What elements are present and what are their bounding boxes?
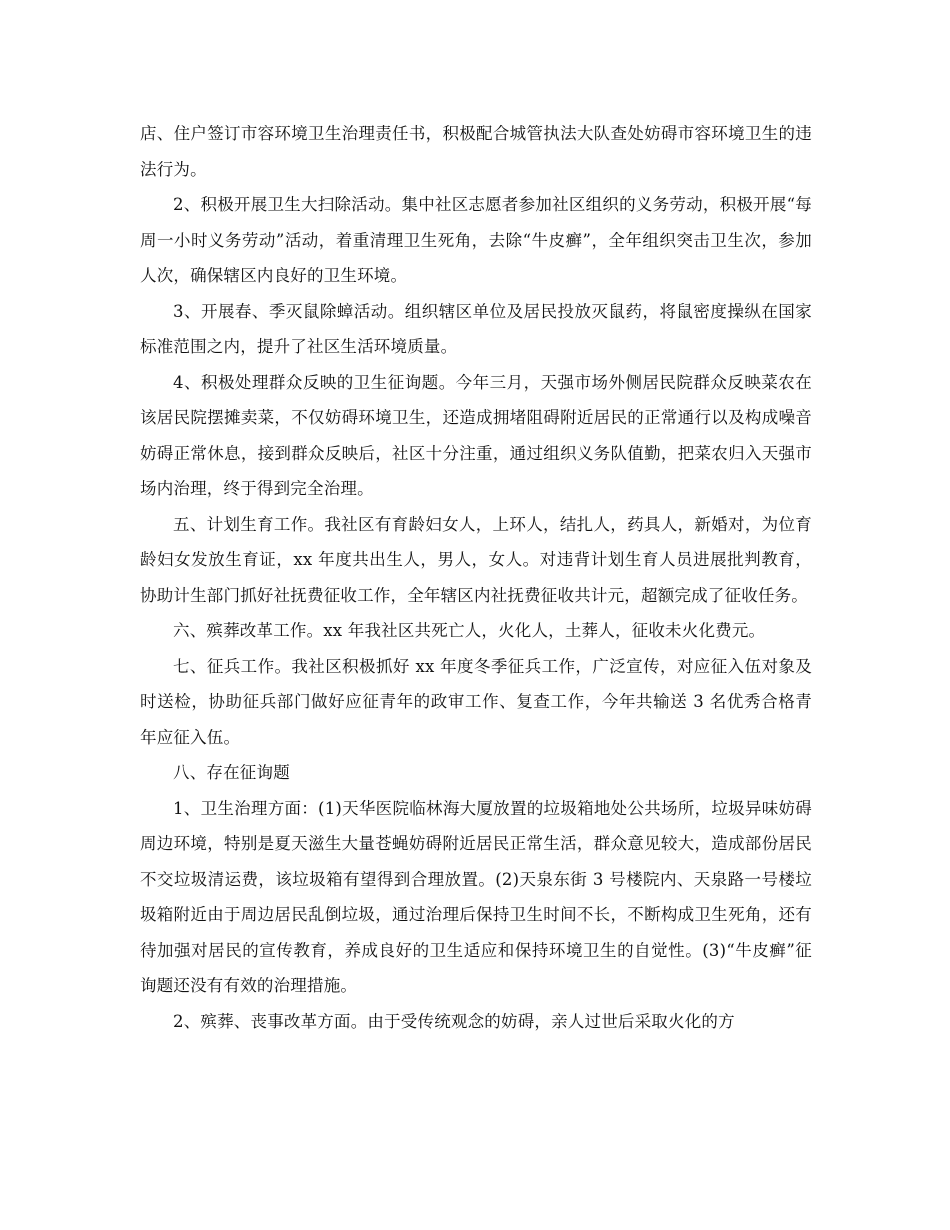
paragraph-cleanup-activity: 2、积极开展卫生大扫除活动。集中社区志愿者参加社区组织的义务劳动，积极开展“每周一小时义务劳动”活动，着重清理卫生死角，去除“牛皮癣”，全年组织突击卫生次，参加人次，确保辖区内良好的卫生环境。 xyxy=(140,195,812,285)
paragraph-sanitation-continued: 店、住户签订市容环境卫生治理责任书，积极配合城管执法大队查处妨碍市容环境卫生的违法行为。 xyxy=(140,124,812,179)
paragraph-complaint-handling: 4、积极处理群众反映的卫生征询题。今年三月，天强市场外侧居民院群众反映菜农在该居民院摆摊卖菜，不仅妨碍环境卫生，还造成拥堵阻碍附近居民的正常通行以及构成噪音妨碍正常休息，接到群众反映后，社区十分注重，通过组织义务队值勤，把菜农归入天强市场内治理，终于得到完全治理。 xyxy=(140,372,812,498)
paragraph-family-planning: 五、计划生育工作。我社区有育龄妇女人，上环人，结扎人，药具人，新婚对，为位育龄妇女发放生育证，xx 年度共出生人，男人，女人。对违背计划生育人员进展批判教育，协助计生部门抓好社抚费征收工作，全年辖区内社抚费征收共计元，超额完成了征收任务。 xyxy=(140,514,812,605)
paragraph-pest-control: 3、开展春、季灭鼠除蟑活动。组织辖区单位及居民投放灭鼠药，将鼠密度操纵在国家标准范围之内，提升了社区生活环境质量。 xyxy=(140,301,812,356)
section-heading-problems: 八、存在征询题 xyxy=(173,763,290,782)
paragraph-sanitation-problems: 1、卫生治理方面：(1)天华医院临林海大厦放置的垃圾箱地处公共场所，垃圾异味妨碍周边环境，特别是夏天滋生大量苍蝇妨碍附近居民正常生活，群众意见较大，造成部份居民不交垃圾清运费，该垃圾箱有望得到合理放置。(2)天泉东街 3 号楼院内、天泉路一号楼垃圾箱附近由于周边居民乱倒垃圾，通过治理后保持卫生时间不长，不断构成卫生死角，还有待加强对居民的宣传教育，养成良好的卫生适应和保持环境卫生的自觉性。(3)“牛皮癣”征询题还没有有效的治理措施。 xyxy=(140,798,812,995)
paragraph-conscription: 七、征兵工作。我社区积极抓好 xx 年度冬季征兵工作，广泛宣传，对应征入伍对象及时送检，协助征兵部门做好应征青年的政审工作、复查工作，今年共输送 3 名优秀合格青年应征入伍。 xyxy=(140,656,812,747)
paragraph-funeral-problems: 2、殡葬、丧事改革方面。由于受传统观念的妨碍，亲人过世后采取火化的方 xyxy=(173,1011,735,1031)
paragraph-funeral-reform: 六、殡葬改革工作。xx 年我社区共死亡人，火化人，土葬人，征收未火化费元。 xyxy=(173,621,766,640)
document-body xyxy=(140,116,812,1039)
